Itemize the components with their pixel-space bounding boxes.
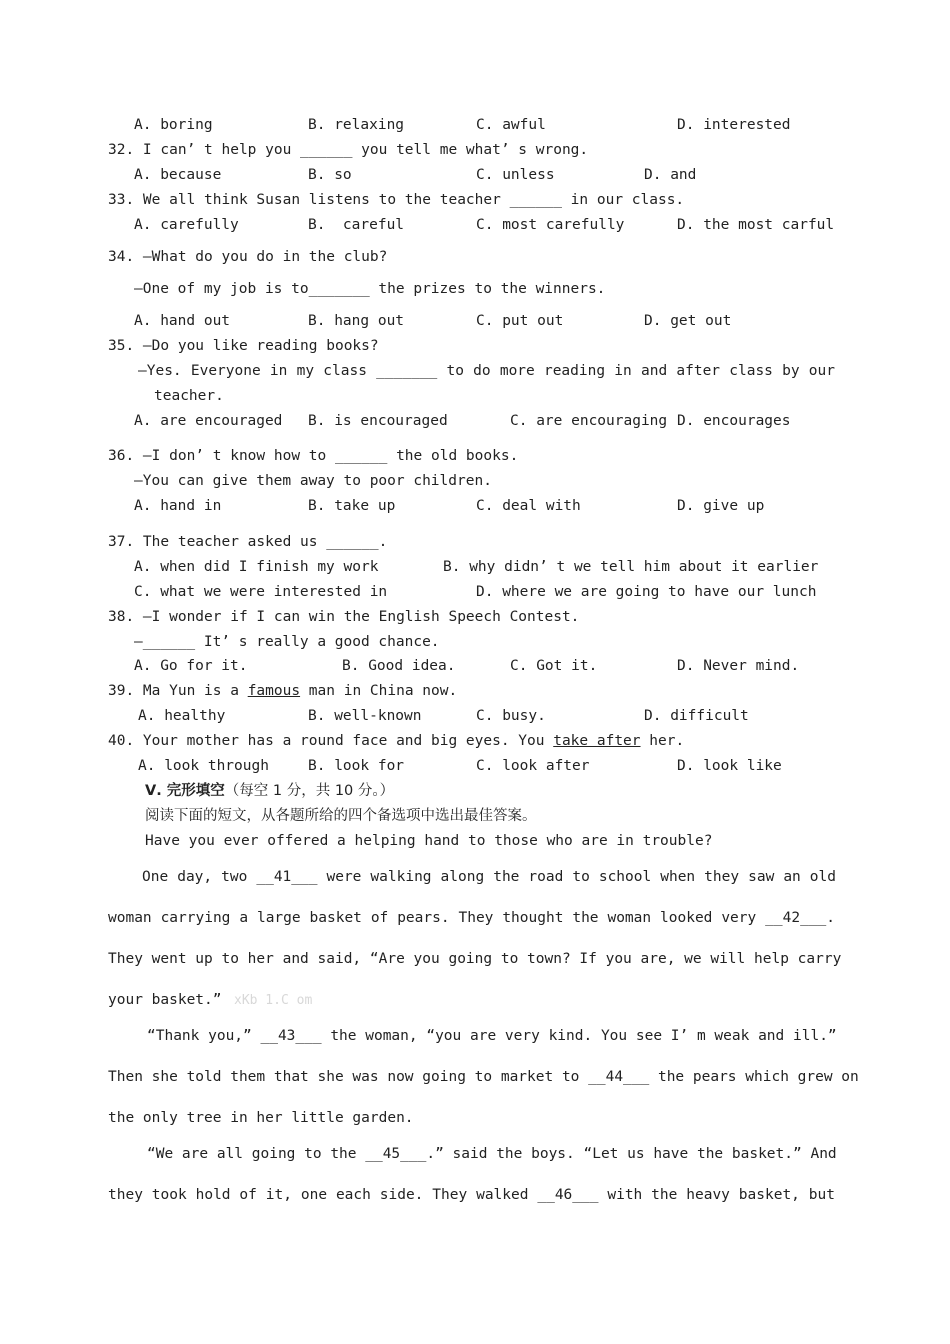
q39-stem: 39. Ma Yun is a famous man in China now. xyxy=(108,683,458,699)
q36-option-b: B. take up xyxy=(308,498,396,514)
q38-option-d: D. Never mind. xyxy=(677,658,800,674)
q35-option-c: C. are encouraging xyxy=(510,413,668,429)
q33-option-d: D. the most carful xyxy=(677,217,835,233)
q40-option-a: A. look through xyxy=(138,758,269,774)
watermark: xKb 1.C om xyxy=(234,993,313,1008)
q39-option-a: A. healthy xyxy=(138,708,226,724)
q36-response: —You can give them away to poor children. xyxy=(134,473,492,489)
q31-option-c: C. awful xyxy=(476,117,546,133)
q34-option-b: B. hang out xyxy=(308,313,405,329)
passage-line-4: your basket.” xyxy=(108,992,222,1008)
q39-option-c: C. busy. xyxy=(476,708,546,724)
q34-stem: 34. —What do you do in the club? xyxy=(108,249,388,265)
q38-option-a: A. Go for it. xyxy=(134,658,248,674)
q34-option-c: C. put out xyxy=(476,313,564,329)
q36-option-c: C. deal with xyxy=(476,498,581,514)
q38-option-b: B. Good idea. xyxy=(342,658,456,674)
q34-option-a: A. hand out xyxy=(134,313,231,329)
q32-option-a: A. because xyxy=(134,167,222,183)
q36-option-d: D. give up xyxy=(677,498,765,514)
q35-stem: 35. —Do you like reading books? xyxy=(108,338,379,354)
q40-underlined-phrase: take after xyxy=(553,733,641,749)
q38-stem: 38. —I wonder if I can win the English Speech Contest. xyxy=(108,609,580,625)
passage-line-2: woman carrying a large basket of pears. They thought the woman looked very __42___. xyxy=(108,910,835,926)
q37-option-b: B. why didn’ t we tell him about it earlier xyxy=(443,559,819,575)
passage-intro: Have you ever offered a helping hand to those who are in trouble? xyxy=(145,833,713,849)
q40-option-b: B. look for xyxy=(308,758,405,774)
q37-option-c: C. what we were interested in xyxy=(134,584,388,600)
section-instruction: 阅读下面的短文，从各题所给的四个备选项中选出最佳答案。 xyxy=(145,808,537,824)
q37-option-d: D. where we are going to have our lunch xyxy=(476,584,817,600)
q39-option-b: B. well-known xyxy=(308,708,422,724)
q33-option-b: B. careful xyxy=(308,217,405,233)
q35-option-d: D. encourages xyxy=(677,413,791,429)
q33-option-c: C. most carefully xyxy=(476,217,625,233)
q35-option-b: B. is encouraged xyxy=(308,413,448,429)
passage-line-6: Then she told them that she was now going to market to __44___ the pears which grew on xyxy=(108,1069,859,1085)
q34-response: —One of my job is to_______ the prizes to the winners. xyxy=(134,281,606,297)
passage-line-7: the only tree in her little garden. xyxy=(108,1110,414,1126)
q31-option-a: A. boring xyxy=(134,117,213,133)
q35-response-cont: teacher. xyxy=(154,388,224,404)
q33-option-a: A. carefully xyxy=(134,217,239,233)
q37-stem: 37. The teacher asked us ______. xyxy=(108,534,388,550)
passage-line-8: “We are all going to the __45___.” said the boys. “Let us have the basket.” And xyxy=(147,1146,837,1162)
q32-option-b: B. so xyxy=(308,167,352,183)
q34-option-d: D. get out xyxy=(644,313,732,329)
passage-line-5: “Thank you,” __43___ the woman, “you are very kind. You see I’ m weak and ill.” xyxy=(147,1028,837,1044)
passage-line-9: they took hold of it, one each side. They walked __46___ with the heavy basket, but xyxy=(108,1187,835,1203)
q40-option-c: C. look after xyxy=(476,758,590,774)
q40-option-d: D. look like xyxy=(677,758,782,774)
q32-option-c: C. unless xyxy=(476,167,555,183)
q31-option-d: D. interested xyxy=(677,117,791,133)
q31-option-b: B. relaxing xyxy=(308,117,405,133)
q40-stem: 40. Your mother has a round face and big eyes. You take after her. xyxy=(108,733,685,749)
q33-stem: 33. We all think Susan listens to the teacher ______ in our class. xyxy=(108,192,685,208)
q39-option-d: D. difficult xyxy=(644,708,749,724)
q32-option-d: D. and xyxy=(644,167,697,183)
q36-option-a: A. hand in xyxy=(134,498,222,514)
section-heading: Ⅴ. 完形填空（每空 1 分，共 10 分。） xyxy=(145,783,395,799)
q38-option-c: C. Got it. xyxy=(510,658,598,674)
q36-stem: 36. —I don’ t know how to ______ the old books. xyxy=(108,448,519,464)
q35-response: —Yes. Everyone in my class _______ to do more reading in and after class by our xyxy=(138,363,835,379)
passage-line-3: They went up to her and said, “Are you going to town? If you are, we will help carry xyxy=(108,951,842,967)
q37-option-a: A. when did I finish my work xyxy=(134,559,379,575)
q38-response: —______ It’ s really a good chance. xyxy=(134,634,440,650)
q32-stem: 32. I can’ t help you ______ you tell me what’ s wrong. xyxy=(108,142,589,158)
q39-underlined-word: famous xyxy=(247,683,301,699)
q35-option-a: A. are encouraged xyxy=(134,413,283,429)
passage-line-1: One day, two __41___ were walking along the road to school when they saw an old xyxy=(142,869,836,885)
